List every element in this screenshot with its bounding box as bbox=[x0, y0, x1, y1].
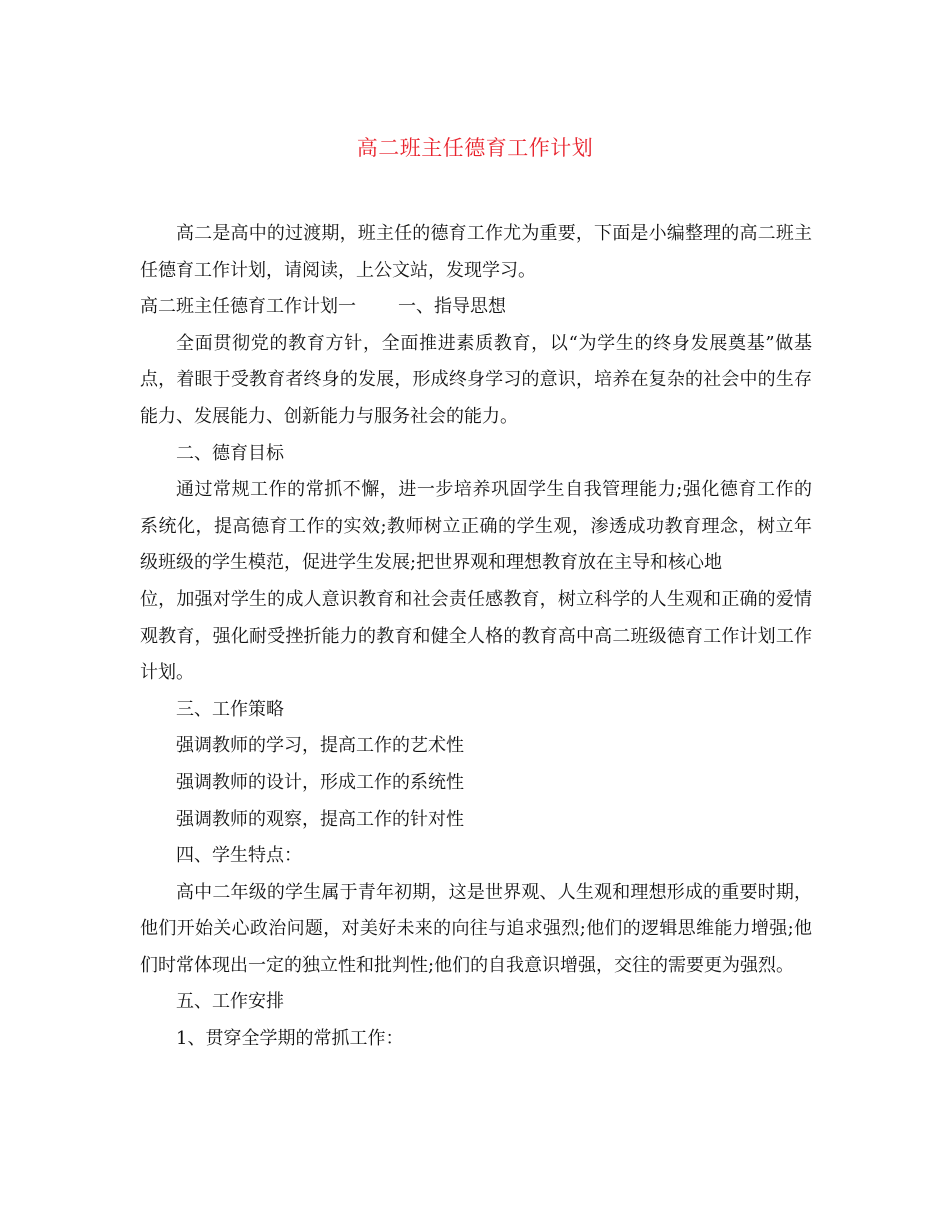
section1-heading: 一、指导思想 bbox=[398, 296, 506, 318]
section3-item: 强调教师的学习，提高工作的艺术性 bbox=[176, 735, 464, 757]
plan-heading-line bbox=[140, 289, 812, 326]
document-body bbox=[140, 216, 812, 1058]
intro-paragraph: 高二是高中的过渡期，班主任的德育工作尤为重要，下面是小编整理的高二班主任德育工作计划，请阅读，上公文站，发现学习。 bbox=[140, 223, 812, 281]
section2-heading: 二、德育目标 bbox=[176, 442, 284, 464]
plan-label: 高二班主任德育工作计划一 bbox=[140, 296, 356, 318]
section1-paragraph: 全面贯彻党的教育方针，全面推进素质教育，以“为学生的终身发展奠基”做基点，着眼于受教育者终身的发展，形成终身学习的意识，培养在复杂的社会中的生存能力、发展能力、创新能力与服务社会的能力。 bbox=[140, 332, 812, 427]
section4-paragraph: 高中二年级的学生属于青年初期，这是世界观、人生观和理想形成的重要时期，他们开始关心政治问题，对美好未来的向往与追求强烈;他们的逻辑思维能力增强;他们时常体现出一定的独立性和批判性;他们的自我意识增强，交往的需要更为强烈。 bbox=[140, 881, 812, 976]
section5-item: 1、贯穿全学期的常抓工作： bbox=[176, 1028, 404, 1050]
section3-item: 强调教师的观察，提高工作的针对性 bbox=[176, 808, 464, 830]
section2-paragraph-b: 位，加强对学生的成人意识教育和社会责任感教育，树立科学的人生观和正确的爱情观教育，强化耐受挫折能力的教育和健全人格的教育高中高二班级德育工作计划工作计划。 bbox=[140, 588, 812, 684]
section5-heading: 五、工作安排 bbox=[176, 991, 284, 1013]
document-title: 高二班主任德育工作计划 bbox=[356, 136, 594, 160]
section2-paragraph-a: 通过常规工作的常抓不懈，进一步培养巩固学生自我管理能力;强化德育工作的系统化，提高德育工作的实效;教师树立正确的学生观，渗透成功教育理念，树立年级班级的学生模范，促进学生发展;把世界观和理想教育放在主导和核心地 bbox=[140, 479, 812, 574]
section4-heading: 四、学生特点： bbox=[176, 845, 302, 867]
section3-heading: 三、工作策略 bbox=[176, 698, 284, 720]
section3-item: 强调教师的设计，形成工作的系统性 bbox=[176, 771, 464, 793]
